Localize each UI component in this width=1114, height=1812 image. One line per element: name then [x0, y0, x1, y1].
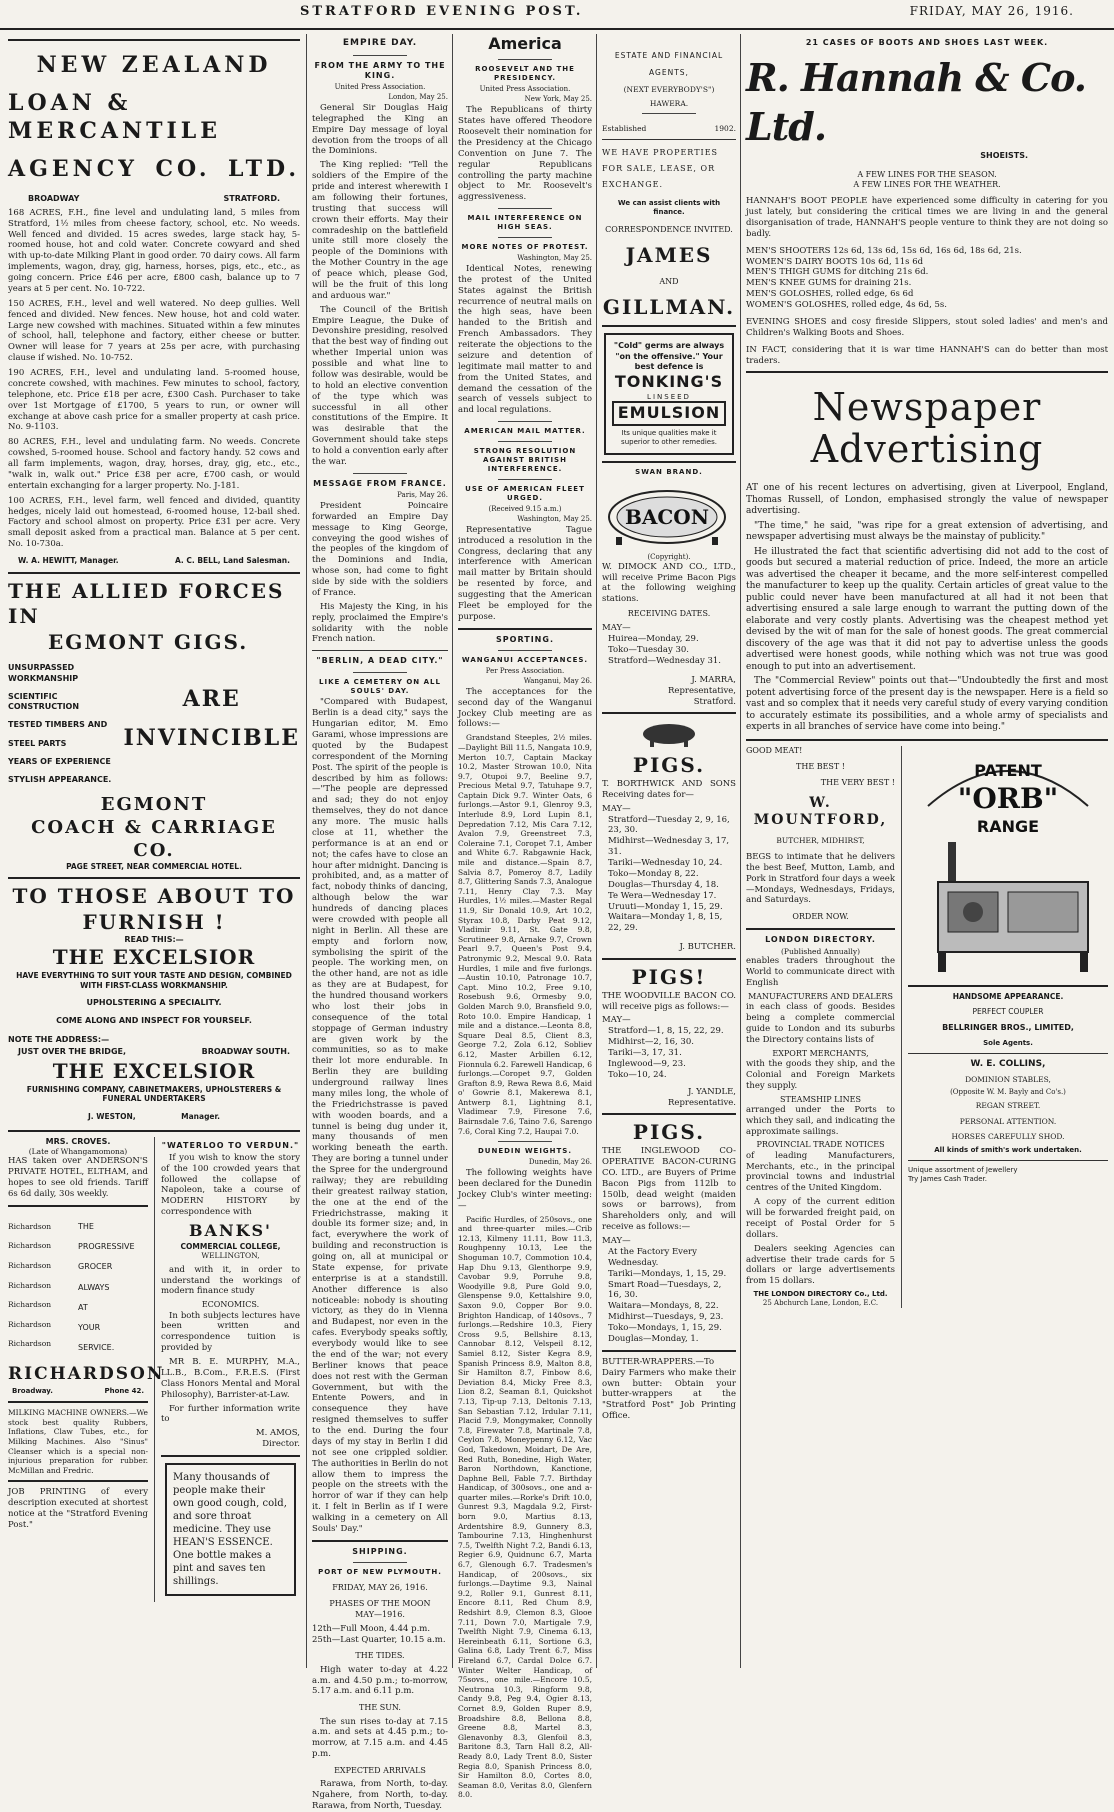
- furnish-heading: TO THOSE ABOUT TO: [12, 884, 296, 909]
- richardson-word: ALWAYS: [78, 1282, 110, 1292]
- banks-wellington: WELLINGTON,: [201, 1251, 260, 1261]
- column-rule: [306, 34, 307, 1668]
- newspaper-title: STRATFORD EVENING POST.: [300, 4, 584, 19]
- richardson-word: AT: [78, 1302, 88, 1312]
- column-5: [746, 34, 1108, 1668]
- excelsior-body: HAVE EVERYTHING TO SUIT YOUR TASTE AND DESIGN, COMBINED WITH FIRST-CLASS WORKMANSHIP.: [16, 971, 292, 990]
- press-association: Per Press Association.: [485, 666, 565, 675]
- article-paragraph: General Sir Douglas Haig telegraphed the King an Empire Day message of loyal devotion from the troops of all the Dominions.: [312, 102, 448, 157]
- richardson-repeat: Richardson: [8, 1221, 52, 1231]
- america-article: [458, 34, 592, 623]
- next-everybody: (NEXT EVERYBODY'S"): [623, 85, 715, 94]
- hannah-price-line: WOMEN'S GOLOSHES, rolled edge, 4s 6d, 5s.: [746, 300, 947, 311]
- gig-feature: YEARS OF EXPERIENCE: [8, 756, 111, 766]
- receiving-date: Tariki—Mondays, 1, 15, 29.: [608, 1268, 727, 1279]
- newspaper-title-word: Newspaper: [812, 385, 1042, 430]
- marra-stratford: Stratford.: [693, 696, 736, 707]
- copyright: (Copyright).: [647, 552, 691, 561]
- hannah-logo: R. Hannah & Co. Ltd.: [746, 55, 1086, 149]
- nz-loan-line3: [8, 155, 300, 183]
- invincible-word: INVINCIBLE: [123, 724, 300, 751]
- protest-heading: MORE NOTES OF PROTEST.: [461, 243, 589, 252]
- richardson-name: RICHARDSON: [8, 1363, 165, 1384]
- tides-heading: THE TIDES.: [355, 1651, 405, 1661]
- egmont-gigs-heading: EGMONT GIGS.: [48, 629, 249, 654]
- excelsior-manager: Manager.: [181, 1111, 220, 1121]
- mountford-name: W. MOUNTFORD,: [753, 794, 888, 829]
- orb-range-illustration: [908, 746, 1108, 976]
- london-directory-heading: LONDON DIRECTORY.: [765, 934, 876, 944]
- waterloo-heading: "WATERLOO TO VERDUN.": [161, 1140, 300, 1150]
- hannah-price-line: MEN'S GOLOSHES, rolled edge, 6s 6d: [746, 289, 914, 300]
- read-this: READ THIS:—: [124, 935, 184, 945]
- come-along: COME ALONG AND INSPECT FOR YOURSELF.: [56, 1016, 252, 1026]
- export-merchants: EXPORT MERCHANTS,: [772, 1048, 869, 1058]
- banks-college: COMMERCIAL COLLEGE,: [180, 1241, 281, 1251]
- croves-name: MRS. CROVES.: [45, 1136, 111, 1146]
- tonkings-emulsion-advert: [604, 333, 734, 455]
- richardson-repeat: Richardson: [8, 1300, 52, 1310]
- allied-forces-heading: THE ALLIED FORCES IN: [8, 578, 285, 629]
- are-word: ARE: [182, 686, 241, 713]
- article-paragraph: AT one of his recent lectures on advertising, given at Liverpool, England, Thomas Russell, of London, emphasised strongly the value of newspaper advertising.: [746, 483, 1108, 517]
- borthwick-body: T. BORTHWICK AND SONS Receiving dates for—: [602, 778, 736, 800]
- richardson-word: YOUR: [78, 1323, 101, 1333]
- dateline: Paris, May 26.: [397, 491, 448, 499]
- american-mail-heading: AMERICAN MAIL MATTER.: [464, 427, 586, 436]
- may-label: MAY—: [602, 1236, 631, 1247]
- weighing-date: Toko—Tuesday 30.: [608, 645, 689, 656]
- receiving-date: Toko—Monday 8, 22.: [608, 868, 699, 879]
- egmont-gigs-advert: [8, 579, 300, 872]
- receiving-date: Waitara—Mondays, 8, 22.: [608, 1301, 719, 1312]
- hannah-war-time: IN FACT, considering that it is war time HANNAH'S can do better than most traders.: [746, 344, 1108, 366]
- tonking-quote: "Cold" germs are always "on the offensive." Your best defence is: [613, 341, 725, 371]
- sun-heading: THE SUN.: [359, 1703, 401, 1713]
- column-rule: [596, 34, 597, 1668]
- article-paragraph: The "Commercial Review" points out that—"Undoubtedly the first and most potent advertising force of the present day is the newspaper. Here is a field so vast and so complex that it needs very careful study of every varying condition to accurately estimate its possibilities, and a whole army of specialists and experts in all branches of service have come into being.": [746, 676, 1108, 733]
- receiving-date: Waitara—Monday 1, 8, 15, 22, 29.: [608, 912, 723, 934]
- perfect-coupler: PERFECT COUPLER: [972, 1007, 1044, 1017]
- receiving-date: Stratford—Tuesday 2, 9, 16, 23, 30.: [608, 814, 730, 836]
- dateline: London, May 25.: [388, 92, 448, 101]
- london-directory-company: THE LONDON DIRECTORY Co., Ltd.: [753, 1290, 888, 1299]
- column-rule: [452, 34, 453, 1668]
- dunedin-heading: DUNEDIN WEIGHTS.: [477, 1147, 573, 1156]
- london-directory-advert: [746, 935, 895, 1309]
- expected-arrivals-heading: EXPECTED ARRIVALS: [334, 1766, 426, 1776]
- order-now: ORDER NOW.: [792, 912, 849, 922]
- tonking-name: TONKING'S: [614, 372, 724, 392]
- excelsior-advert: [8, 884, 300, 1122]
- jewellery-assortment: Unique assortment of Jewellery: [908, 1165, 1018, 1174]
- moon-phase: 25th—Last Quarter, 10.15 a.m.: [312, 1634, 446, 1645]
- nz-loan-ltd: LTD.: [228, 156, 300, 183]
- excelsior-name: THE EXCELSIOR: [52, 945, 256, 970]
- collins-opposite: (Opposite W. M. Bayly and Co's.): [950, 1088, 1066, 1097]
- receiving-date: Tariki—3, 17, 31.: [608, 1048, 682, 1059]
- tides-text: High water to-day at 4.22 a.m. and 4.50 p.m.; to-morrow, 5.17 a.m. and 6.11 p.m.: [312, 1664, 448, 1697]
- farm-listing: 80 ACRES, F.H., level and undulating farm. No weeds. Concrete cowshed, 5-roomed house. School and factory handy. 52 cows and all farm implements, wagon, dray, horses, dray, gig, etc., etc., "walk in, walk out." Price £38 per acre, £700 cash, or would entertain exchanging for a larger property. No. J-181.: [8, 437, 300, 491]
- handsome-appearance: HANDSOME APPEARANCE.: [952, 991, 1064, 1001]
- weighing-date: Huirea—Monday, 29.: [608, 634, 699, 645]
- london-directory-address: 25 Abchurch Lane, London, E.C.: [762, 1299, 879, 1308]
- moon-month: MAY—1916.: [355, 1609, 405, 1619]
- moon-heading: PHASES OF THE MOON: [329, 1599, 431, 1609]
- hannah-price-line: MEN'S SHOOTERS 12s 6d, 13s 6d, 15s 6d, 16s 6d, 18s 6d, 21s.: [746, 245, 1022, 256]
- column-3: [458, 34, 592, 1800]
- hannah-price-line: WOMEN'S DAIRY BOOTS 10s 6d, 11s 6d: [746, 256, 924, 267]
- economics-heading: ECONOMICS.: [201, 1300, 260, 1310]
- bacon-pig-logo: [602, 479, 732, 549]
- patent-label: PATENT: [974, 760, 1042, 780]
- directory-paragraph: enables traders throughout the World to communicate direct with English: [746, 956, 895, 989]
- hawera: HAWERA.: [649, 98, 689, 108]
- weighing-date: Stratford—Wednesday 31.: [608, 655, 721, 666]
- column-1: [8, 34, 300, 1668]
- farm-listing: 150 ACRES, F.H., level and well watered. No deep gullies. Well fenced and divided. New fences. New house, hot and cold water. Large new cowshed with machines. Situated within a few minutes of school, hall, telephone and factory, either cheese or butter. Owner will lease for 7 years at 25s per acre, with purchasing clause if wished. No. 10-752.: [8, 298, 300, 364]
- receiving-date: Tariki—Wednesday 10, 24.: [608, 858, 723, 869]
- article-paragraph: "The time," he said, "was ripe for a great extension of advertising, and newspaper advertising must always be the mainstay of publicity.": [746, 520, 1108, 543]
- directory-paragraph: A copy of the current edition will be forwarded freight paid, on receipt of Postal Order for 5 dollars.: [746, 1197, 895, 1240]
- hannah-intro: HANNAH'S BOOT PEOPLE have experienced some difficulty in catering for you just lately, but considering the critical times we are living in and the general disorganisation of trade, HANNAH'S people venture to think they are not doing so badly.: [746, 196, 1108, 239]
- wanganui-heading: WANGANUI ACCEPTANCES.: [461, 655, 589, 664]
- established-label: Established: [602, 124, 647, 134]
- column-2: [312, 34, 448, 1812]
- richardson-word: SERVICE.: [78, 1343, 115, 1353]
- excelsior-name-2: THE EXCELSIOR: [52, 1059, 256, 1084]
- marra-rep: Representative,: [668, 685, 736, 696]
- woodville-pigs-advert: [602, 965, 736, 1108]
- woodville-body: THE WOODVILLE BACON CO. will receive pigs as follows:—: [602, 990, 736, 1012]
- estate-agents: ESTATE AND FINANCIAL AGENTS,: [614, 51, 724, 77]
- receiving-date: Smart Road—Tuesdays, 2, 16, 30.: [608, 1279, 722, 1301]
- milking-machine-advert: MILKING MACHINE OWNERS.—We stock best quality Rubbers, Inflations, Claw Tubes, etc., for Milking Machines. Also "Sinus" Cleanser which is a special non-injurious preparation for rubber. McMillan and Fredric.: [8, 1408, 148, 1475]
- receiving-date: Te Wera—Wednesday 17.: [608, 890, 717, 901]
- mountford-advert: [746, 746, 895, 923]
- press-association: United Press Association.: [479, 85, 571, 94]
- dateline: Dunedin, May 26.: [528, 1158, 592, 1167]
- shoeists-label: SHOEISTS.: [980, 151, 1028, 161]
- army-to-king-heading: FROM THE ARMY TO THE KING.: [314, 60, 446, 80]
- empire-day-article: [312, 38, 448, 468]
- sun-text: The sun rises to-day at 7.15 a.m. and sets at 4.45 p.m.; to-morrow, at 7.15 a.m. and 4.45 p.m.: [312, 1716, 448, 1760]
- richardson-advert: [8, 1212, 148, 1364]
- tonking-emulsion: EMULSION: [612, 401, 726, 425]
- gig-feature: UNSURPASSED WORKMANSHIP: [8, 663, 79, 683]
- race-acceptances: Grandstand Steeples, 2½ miles.—Daylight Bill 11.5, Nangata 10.9, Merton 10.7, Captain Mackay 10.2, Master Strowan 10.0, Nita 9.7, Otupoi 9.7, Beeline 9.7, Precious Metal 9.7, Tatuhape 9.7, Captain Dick 9.7. Winter Oats, 6 furlongs.—Astor 9.1, Glenroy 9.3, Interlude 8.9, Lord Lupin 8.1, Depredation 7.12, Mis Cara 7.12, Avalon 7.9, Greenstreet 7.3, Coleraine 7.1, Coropet 7.1, Amber and White 6.7. Rabgawnie Hack, mile and distance.—Spain 8.7, Salvia 8.7, Pomeroy 8.7, Ladily 8.7, Glittering Sands 7.3, Analogue 7.11, Henry Clay 7.3. May Hurdles, 1½ miles.—Master Regal 11.9, Sir Donald 10.9, Art 10.2, Styrax 10.8, Darby Peat 9.12, Vladimir 9.11, St. Gate 9.8, Scrutineer 9.8, Arnake 9.7, Crown Pearl 9.7, Queen's Post 9.4, Patronymic 9.2, Mescal 9.0. Rata Hurdles, 1 mile and five furlongs.—Austin 10.10, Patronage 10.7, Capt. Mino 10.2, Free 9.10, Rosebush 9.6, Ormesby 9.0, Golden March 9.0, Bransfield 9.0, Roto 10.0. Empire Handicap, 1 mile and a distance.—Leonta 8.8, Square Deal 8.5, Client 8.3, George 7.2, Zola 6.12, Sobliev 6.12, Master Arbillen 6.12, Fionnula 6.2. Farewell Handicap, 6 furlongs.—Coropet 9.7, Golden Grafton 8.9, Rewa Rewa 8.6, Maid o' Gowrie 8.1, Makerewa 8.1, Antwerp 8.1, Lightning 8.1, Vladimear 7.9, Firesone 7.6, Bairnsdale 7.6, Taino 7.6, Sarengo 7.6, Coral King 7.2, Haupai 7.0.: [458, 733, 592, 1136]
- hannah-evening-shoes: EVENING SHOES and cosy fireside Slippers, stout soled ladies' and men's and Children's Walking Boots and Shoes.: [746, 316, 1108, 338]
- shipping-heading: SHIPPING.: [352, 1546, 408, 1556]
- tonking-unique: Its unique qualities make it superior to other remedies.: [621, 428, 717, 446]
- article-paragraph: The following weights have been declared for the Dunedin Jockey Club's winter meeting:—: [458, 1168, 592, 1211]
- port-heading: PORT OF NEW PLYMOUTH.: [318, 1568, 442, 1577]
- directory-paragraph: with the goods they ship, and the Colonial and Foreign Markets they supply.: [746, 1059, 895, 1091]
- berlin-article: [312, 656, 448, 1535]
- excelsior-company: FURNISHING COMPANY, CABINETMAKERS, UPHOLSTERERS & FUNERAL UNDERTAKERS: [26, 1084, 282, 1104]
- swan-brand-advert: [602, 468, 736, 708]
- gig-feature: SCIENTIFIC CONSTRUCTION: [8, 691, 80, 712]
- receiving-date: Douglas—Monday, 1.: [608, 1333, 699, 1344]
- richardson-repeat: Richardson: [8, 1241, 52, 1251]
- hean-essence-advert: Many thousands of people make their own good cough, cold, and sore throat medicine. They use HEAN'S ESSENCE. One bottle makes a pint and saves ten shillings.: [165, 1463, 296, 1596]
- gig-feature: STYLISH APPEARANCE.: [8, 775, 112, 785]
- receiving-date: Inglewood—9, 23.: [608, 1058, 686, 1069]
- nz-loan-advert: [8, 51, 300, 566]
- empire-day-heading: EMPIRE DAY.: [342, 38, 418, 48]
- cash-trader: Try James Cash Trader.: [908, 1174, 987, 1183]
- yandle-rep: Representative.: [668, 1097, 736, 1108]
- note-address: NOTE THE ADDRESS:—: [8, 1034, 110, 1044]
- richardson-repeat: Richardson: [8, 1339, 52, 1349]
- collins-advert: [908, 992, 1108, 1184]
- berlin-heading: "BERLIN, A DEAD CITY.": [316, 656, 444, 666]
- sole-agents: Sole Agents.: [983, 1039, 1033, 1048]
- nz-loan-agency: AGENCY: [8, 156, 138, 183]
- waterloo-advert: [161, 1141, 300, 1451]
- may-label: MAY—: [602, 803, 631, 814]
- excelsior-bridge: JUST OVER THE BRIDGE,: [18, 1046, 127, 1056]
- directory-paragraph: arranged under the Ports to which they sail, and indicating the approximate sailings.: [746, 1104, 895, 1137]
- hannah-advert: [746, 38, 1108, 366]
- richardson-word: PROGRESSIVE: [78, 1242, 135, 1252]
- smith-work: All kinds of smith's work undertaken.: [934, 1145, 1082, 1154]
- strong-resolution-heading: STRONG RESOLUTION AGAINST BRITISH INTERFERENCE.: [473, 447, 577, 474]
- receiving-dates: RECEIVING DATES.: [627, 609, 711, 619]
- shipping-section: [312, 1547, 448, 1812]
- dateline: Washington, May 25.: [517, 254, 592, 263]
- may-label: MAY—: [602, 1015, 631, 1026]
- richardson-word: THE: [78, 1221, 94, 1231]
- receiving-date: Midhirst—2, 16, 30.: [608, 1037, 694, 1048]
- amos-director: Director.: [262, 1439, 300, 1450]
- personal-attention: PERSONAL ATTENTION.: [959, 1116, 1057, 1126]
- swan-brand-heading: SWAN BRAND.: [635, 467, 703, 476]
- pigs-heading: PIGS.: [632, 753, 706, 778]
- farm-listing: 100 ACRES, F.H., level farm, well fenced and divided, quantity hedges, nicely laid out homestead, 6-roomed house, 12-bail shed. Factory and school almost on property. Price £31 per acre. Very small deposit asked from a practical man. Balance at 5 per cent. No. 10-730a.: [8, 495, 300, 550]
- james-name: JAMES: [625, 242, 713, 267]
- receiving-date: Toko—10, 24.: [608, 1069, 667, 1080]
- egmont-name: EGMONT: [100, 794, 208, 816]
- few-lines-season: A FEW LINES FOR THE SEASON.: [857, 169, 997, 179]
- published-annually: (Published Annually): [780, 946, 861, 956]
- article-paragraph: The Council of the British Empire League, the Duke of Devonshire presiding, resolved that the best way of finding out whether Imperial union was possible and what line to follow was desirable, would be to hold an elective convention of the type which was successful in all other constitutions of the Empire. It was desirable that the Government should take steps to hold a convention early after the war.: [312, 304, 448, 467]
- croves-advert: [8, 1137, 148, 1200]
- horses-shod: HORSES CAREFULLY SHOD.: [951, 1132, 1065, 1142]
- dateline: New York, May 25.: [524, 95, 592, 104]
- gig-feature: TESTED TIMBERS AND: [8, 720, 108, 730]
- manufacturers-dealers: MANUFACTURERS AND DEALERS: [748, 992, 893, 1002]
- range-label: RANGE: [976, 816, 1040, 836]
- directory-paragraph: in each class of goods. Besides being a complete commercial guide to London and its suburbs the Directory contains lists of: [746, 1002, 895, 1045]
- steamship-lines: STEAMSHIP LINES: [780, 1094, 861, 1104]
- mail-interference-heading: MAIL INTERFERENCE ON HIGH SEAS.: [467, 214, 583, 232]
- gig-feature: STEEL PARTS: [8, 738, 67, 748]
- the-very-best: THE VERY BEST !: [820, 778, 895, 788]
- france-article: [312, 479, 448, 646]
- butcher-name: J. BUTCHER.: [679, 942, 736, 953]
- nz-loan-salesman: A. C. BELL, Land Salesman.: [174, 556, 290, 566]
- richardson-broadway: Broadway.: [12, 1387, 53, 1396]
- excelsior-weston: J. WESTON,: [88, 1111, 136, 1121]
- column-4: [602, 34, 736, 1668]
- column-rule: [740, 34, 741, 1668]
- newspaper-advertising-article: [746, 387, 1108, 733]
- bellringer-bros: BELLRINGER BROS., LIMITED,: [942, 1022, 1074, 1032]
- article-paragraph: The acceptances for the second day of the Wanganui Jockey Club meeting are as follows:—: [458, 686, 592, 730]
- receiving-date: Toko—Mondays, 1, 15, 29.: [608, 1323, 722, 1334]
- article-paragraph: The Republicans of thirty States have offered Theodore Roosevelt their nomination for the Presidency at the Chicago Convention on June 7. The regular Republicans controlling the party machine object to Mr. Roosevelt's aggressiveness.: [458, 105, 592, 203]
- butcher-midhirst: BUTCHER, MIDHIRST,: [776, 836, 865, 846]
- factory-note: At the Factory Every Wednesday.: [608, 1246, 697, 1268]
- shipping-date: FRIDAY, MAY 26, 1916.: [332, 1583, 428, 1593]
- murphy-credentials: MR B. E. MURPHY, M.A., LL.B., B.Com., F.R.E.S. (First Class Honors Mental and Moral Philosophy), Barrister-at-Law.: [161, 1357, 300, 1400]
- masthead: [0, 0, 1114, 30]
- butter-wrappers-advert: BUTTER-WRAPPERS.—To Dairy Farmers who make their own butter: Obtain your butter-wrappers at the "Stratford Post" Job Printing Office.: [602, 1356, 736, 1422]
- collins-name: W. E. COLLINS,: [970, 1059, 1046, 1070]
- directory-paragraph: Dealers seeking Agencies can advertise their trade cards for 5 dollars or large advertisements from 15 dollars.: [746, 1243, 895, 1287]
- tonking-linseed: LINSEED: [647, 392, 691, 401]
- roosevelt-heading: ROOSEVELT AND THE PRESIDENCY.: [475, 65, 575, 83]
- properties-text: WE HAVE PROPERTIES FOR SALE, LEASE, OR EXCHANGE.: [602, 147, 719, 189]
- regan-street: REGAN STREET.: [975, 1101, 1041, 1111]
- article-paragraph: The King replied: "Tell the soldiers of the Empire of the pride and interest wherewith I am following their fortunes, trusting that success will crown their efforts. May their comradeship on the battlefield unite still more closely the people of the Dominions with the Mother Country in the age of peace which, please God, will be the fruit of this long and arduous war.": [312, 160, 448, 301]
- inglewood-body: THE INGLEWOOD CO-OPERATIVE BACON-CURING CO. LTD., are Buyers of Prime Bacon Pigs from 112lb to 150lb, dead weight (maiden sows or barrows), from Shareholders only, and will receive as follows:—: [602, 1146, 736, 1233]
- finance-assist: We can assist clients with finance.: [617, 198, 721, 216]
- moon-phase: 12th—Full Moon, 4.44 p.m.: [312, 1623, 431, 1634]
- waterloo-finance: and with it, in order to understand the workings of modern finance study: [161, 1264, 300, 1297]
- marra-name: J. MARRA,: [691, 674, 736, 685]
- hannah-price-line: MEN'S THIGH GUMS for ditching 21s 6d.: [746, 267, 929, 278]
- established-year: 1902.: [714, 124, 736, 134]
- waterloo-tuition: In both subjects lectures have been written and correspondence tuition is provided by: [161, 1310, 300, 1354]
- receiving-date: Stratford—1, 8, 15, 22, 29.: [608, 1026, 724, 1037]
- dimock-body: W. DIMOCK AND CO., LTD., will receive Prime Bacon Pigs at the following weighing stations.: [602, 561, 736, 605]
- nz-loan-town: STRATFORD.: [223, 193, 280, 203]
- the-best: THE BEST !: [796, 762, 845, 772]
- issue-date: FRIDAY, MAY 26, 1916.: [909, 4, 1074, 18]
- dateline: Wanganui, May 26.: [523, 676, 592, 685]
- yandle-name: J. YANDLE,: [687, 1086, 736, 1097]
- article-paragraph: Identical Notes, renewing the protest of the United States against the British recurrence of neutral mails on the high seas, have been handed to the British and French Ambassadors. They reiterate the objections to the seizure and detention of legitimate mail matter to and from the United States, and demand the cessation of the search of vessels subject to and local regulations.: [458, 263, 592, 416]
- farm-listing: 190 ACRES, F.H., level and undulating land. 5-roomed house, concrete cowshed, with machines. Few minutes to school, factory, telephone, etc. Price £18 per acre, £300 Cash. Purchaser to take over 1st Mortgage of £1700, 5 years to run, or owner will exchange at above cash price for a smaller property at cash price. No. 9-1103.: [8, 368, 300, 433]
- may-label: MAY—: [602, 623, 631, 634]
- dateline: Washington, May 25.: [517, 514, 592, 523]
- orb-range-advert: [908, 746, 1108, 980]
- pigs-heading: PIGS.: [632, 1120, 706, 1145]
- provincial-trade-notices: PROVINCIAL TRADE NOTICES: [756, 1140, 885, 1150]
- race-weights: Pacific Hurdles, of 250sovs., one and three-quarter miles.—Crib 12.13, Kilmeny 11.11, Bow 11.3, Roughpenny 10.13, Lee the Shoguman 10.7, Commotion 10.4, Hap Dhu 9.13, Glenthorpe 9.9, Cavobar 9.9, Porruhe 9.8, Woodyille 9.8, Pure Gold 9.0, Glenspense 9.0, Kettalshire 9.0, Saxon 9.0, Copper Bor 9.0. Brighton Handicap, of 140sovs., 7 furlongs.—Redshire 10.3, Fiery Cross 9.5, Bellshire 8.13, Cannobar 8.12, Velspeil 8.12, Samiel 8.12, Sister Kegra 8.9, Spanish Princess 8.9, Malton 8.8, Sir Hamilton 8.7, Finbow 8.6, Deviation 8.4, Micky Free 8.3, Lion 8.2, Seaman 8.1, Quickshot 7.13, Tip-up 7.13, Deltonis 7.13, San Sebastian 7.12, Irdular 7.11, Placid 7.9, Mongymaker, Connolly 7.8, Firewater 7.8, Martinale 7.8, Ceylon 7.8, Moneypenny 6.12, Vac God, Takedown, Moidart, De Are, Red Ruth, Bonedine, High Water, Baron Northdown, Kanctione, Daphne Bell, Fable 7.7. Birthday Handicap, of 300sovs., one and a-quarter miles.—Rorke's Drift 10.0, Gunrest 9.3, Magdala 9.2, First-born 9.0, Martius 8.13, Ardentshire 8.9, Gunnery 8.3, Tambourine 7.13, Hinghenhurst 7.5, Twelfth Night 7.2, Bandi 6.13, Regier 6.9, Quidnunc 6.7, Marta 6.7, Glenough 6.7. Tradesmen's Handicap, of 200sovs., six furlongs.—Daytime 9.3, Nainal 9.2, Roller 9.1, Gunrest 8.11, Encore 8.11, Red Chum 8.9, Redshirt 8.9, Clemon 8.3, Glooe 7.11, Down 7.0, Martigale 7.9, Twelfth Night 7.9, Cinema 6.13, Hereinbeath 6.11, Sortione 6.3, Galina 6.8, Lady Trent 6.7, Miss Fireland 6.7, Cardal Dolce 6.7. Winter Welter Handicap, of 75sovs., one mile.—Encore 10.5, Neutrona 10.3, Ringform 9.8, Candy 9.8, Peg 9.4, Ogier 8.13, Cornet 8.9, Golden Ruper 8.9, Broadshire 8.8, Bellona 8.8, Greene 8.8, Martel 8.3, Glenavonby 8.3, Glenfoil 8.3, Baritone 8.3, Tarn Hall 8.2, All-Ready 8.0, Lady Trent 8.0, Sister Regia 8.0, Spanish Princess 8.0, Sir Hamilton 8.0, Cortes 8.0, Seaman 8.0, Veritas 8.0, Glenfern 8.0.: [458, 1214, 592, 1800]
- press-association: United Press Association.: [334, 82, 426, 91]
- waterloo-intro: If you wish to know the story of the 100 crowded years that followed the collapse of Napoleon, take a course of MODERN HISTORY by correspondence with: [161, 1152, 300, 1218]
- richardson-repeat: Richardson: [8, 1261, 52, 1271]
- nz-loan-location: BROADWAY: [28, 193, 80, 203]
- sporting-section: [458, 635, 592, 1800]
- article-paragraph: "Compared with Budapest, Berlin is a dead city," says the Hungarian editor, M. Emo Garami, whose impressions are quoted by the Budapest correspondent of the Morning Post. The spirit of the people is described by him as follows:—"The people are depressed and sad; they do not enjoy themselves, they do not dance any more. The music halls close at 11, whether the performance is at an end or not; the cafes have to close an hour after midnight. Dancing is prohibited, and, as a matter of fact, nobody thinks of dancing, although below the war hundreds of dancing places were crowded with people all night in Berlin. All these are empty and forlorn now, symbolising the spirit of the people. The working men, on the other hand, are not as idle as they are at Budapest, for the hundred thousand workers who lost their jobs in consequence of the total stoppage of German industry are given work by the communities, so as to make their lot more endurable. In Berlin they are building underground railway lines many miles long, the whole of the Friedrichstrasse is paved with wooden boards, and a tunnel is being dug under it, many thousands of men working beneath the earth. They are boring a tunnel under the Spree for the underground railway; they are rebuilding their greatest railway station, the one at the end of the Friedrichstrasse, making it double its former size; and, in fact, everywhere the work of building and reconstruction is going on, all at municipal or State expense, for private enterprise is at a standstill. Another difference is also noticeable: nobody is shouting victory, as they do in Vienna and Budapest, nor even in the cafes. Everybody speaks softly, everybody would like to see the end of the war; not every Berliner knows that peace does not rest with the German Government, but with the Entente Powers, and in consequence they have resigned themselves to suffer to the end. During the four days of my stay in Berlin I did not see one crippled soldier. The authorities in Berlin do not allow them to impress the people on the streets with the horror of war if they can help it. I felt in Berlin as if I were walking in a cemetery on All Souls' Day.": [312, 697, 448, 1534]
- advertising-title-word: Advertising: [810, 427, 1044, 472]
- further-info: For further information write to: [161, 1403, 300, 1425]
- croves-body: HAS taken over ANDERSON'S PRIVATE HOTEL, ELTHAM, and hopes to see old friends. Tariff 6s 6d daily, 30s weekly.: [8, 1156, 148, 1200]
- mountford-body: BEGS to intimate that he delivers the best Beef, Mutton, Lamb, and Pork in Stratford four days a week—Mondays, Wednesdays, Fridays, and Saturdays.: [746, 851, 895, 906]
- receiving-date: Uruuti—Monday 1, 15, 29.: [608, 901, 723, 912]
- james-gillman-advert: [602, 48, 736, 320]
- egmont-address: PAGE STREET, NEAR COMMERCIAL HOTEL.: [66, 862, 242, 872]
- article-paragraph: His Majesty the King, in his reply, proclaimed the Empire's solidarity with the noble French nation.: [312, 601, 448, 645]
- banks-name: BANKS': [189, 1221, 272, 1241]
- berlin-subheading: LIKE A CEMETERY ON ALL SOULS' DAY.: [319, 677, 441, 695]
- correspondence-invited: CORRESPONDENCE INVITED.: [605, 224, 733, 234]
- excelsior-broadway: BROADWAY SOUTH.: [201, 1046, 290, 1056]
- received-time: (Received 9.15 a.m.): [488, 504, 562, 513]
- inglewood-pigs-advert: [602, 1120, 736, 1344]
- furnish-heading-2: FURNISH !: [82, 909, 226, 934]
- pigs-heading: PIGS!: [631, 965, 707, 990]
- bacon-logo-text: BACON: [624, 504, 710, 529]
- good-meat: GOOD MEAT!: [746, 745, 803, 755]
- richardson-phone: Phone 42.: [104, 1387, 144, 1396]
- directory-paragraph: of leading Manufacturers, Merchants, etc., in the principal provincial towns and industrial centres of the United Kingdom.: [746, 1150, 895, 1194]
- and-word: AND: [659, 276, 679, 286]
- receiving-date: Douglas—Thursday 4, 18.: [608, 879, 719, 890]
- few-lines-weather: A FEW LINES FOR THE WEATHER.: [853, 179, 1001, 189]
- upholstering-speciality: UPHOLSTERING A SPECIALITY.: [86, 998, 222, 1008]
- article-paragraph: Representative Tague introduced a resolution in the Congress, declaring that any interference with American mail matter by Britain should be resented by force, and suggesting that the American Fleet be employed for the purpose.: [458, 524, 592, 622]
- nz-loan-line1: NEW ZEALAND: [36, 52, 272, 78]
- cases-heading: 21 CASES OF BOOTS AND SHOES LAST WEEK.: [805, 38, 1049, 47]
- richardson-repeat: Richardson: [8, 1319, 52, 1329]
- article-paragraph: He illustrated the fact that scientific advertising did not add to the cost of goods but secured a material reduction of price. Indeed, the more an article was advertised the cheaper it became, and the more self-interest compelled the manufacturer to keep up the quality. Certain articles of great value to the public could never have been manufactured at all had it not been that advertising ensured a sale large enough to warrant the putting down of the elaborate and very costly plants. Advertising was the cheapest method yet devised by the wit of man for the sale of honest goods. The great commercial discovery of the age was that it did not pay to advertise unless the goods advertised were honest goods, while nothing which was not true was good enough to put into an advertisement.: [746, 546, 1108, 672]
- farm-listing: 168 ACRES, F.H., fine level and undulating land, 5 miles from Stratford, 1½ miles from cheese factory, school, etc. No weeds. Well fenced and divided. 15 acres swedes, large stack hay, 5-roomed house, hot and cold water. Concrete cowyard and shed with up-to-date Milking Plant in good order. 70 dairy cows. All farm implements, wagon, dray, gig, harness, horses, pigs, etc., etc., as going concern. Price £46 per acre, £800 cash, balance up to 7 years at 5 per cent. No. 10-722.: [8, 207, 300, 294]
- american-fleet-heading: USE OF AMERICAN FLEET URGED.: [465, 485, 585, 502]
- nz-loan-co: CO.: [155, 156, 211, 183]
- pig-icon: [602, 719, 736, 749]
- amos-name: M. AMOS,: [255, 1428, 300, 1439]
- gillman-name: GILLMAN.: [602, 294, 736, 319]
- america-heading: America: [488, 34, 562, 53]
- message-from-france-heading: MESSAGE FROM FRANCE.: [313, 478, 447, 488]
- richardson-word: GROCER: [78, 1262, 113, 1272]
- sporting-heading: SPORTING.: [496, 634, 554, 644]
- nz-loan-manager: W. A. HEWITT, Manager.: [18, 556, 119, 566]
- job-printing-advert: JOB PRINTING of every description executed at shortest notice at the "Stratford Evening Post.": [8, 1487, 148, 1531]
- coach-carriage-name: COACH & CARRIAGE CO.: [31, 817, 277, 862]
- croves-late: (Late of Whangamomona): [28, 1146, 128, 1156]
- hannah-price-line: MEN'S KNEE GUMS for draining 21s.: [746, 278, 912, 289]
- receiving-date: Midhirst—Tuesdays, 9, 23.: [608, 1312, 724, 1323]
- article-paragraph: President Poincaire forwarded an Empire Day message to King George, conveying the good wishes of the peoples of the kingdom of the Dominions and India, whose son, had come to fight side by side with the soldiers of France.: [312, 500, 448, 598]
- arrivals-text: Rarawa, from North, to-day. Ngahere, from North, to-day. Rarawa, from North, Tuesday.: [312, 1779, 448, 1812]
- borthwick-pigs-advert: [602, 753, 736, 953]
- orb-label: "ORB": [957, 781, 1059, 815]
- nz-loan-line2: LOAN & MERCANTILE: [8, 90, 221, 145]
- richardson-repeat: Richardson: [8, 1280, 52, 1290]
- receiving-date: Midhirst—Wednesday 3, 17, 31.: [608, 836, 730, 858]
- dominion-stables: DOMINION STABLES,: [965, 1074, 1051, 1084]
